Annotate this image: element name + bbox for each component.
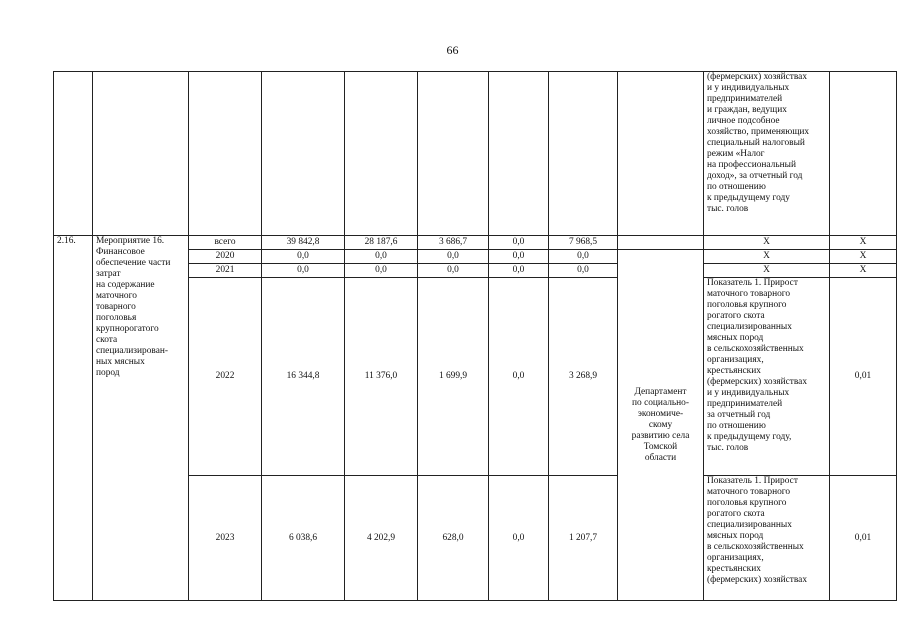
local: 0,0 (489, 236, 549, 250)
cell (830, 72, 897, 236)
period: 2023 (189, 476, 262, 601)
regional: 1 699,9 (418, 278, 489, 476)
row-number: 2.16. (54, 236, 93, 601)
regional: 3 686,7 (418, 236, 489, 250)
cell (549, 72, 618, 236)
cell (618, 72, 704, 236)
regional: 0,0 (418, 250, 489, 264)
indicator-continuation: (фермерских) хозяйствах и у индивидуальных предпринимателей и граждан, ведущих личное подсобное хозяйство, применяющих специальный налоговый режим «Налог на профессиональный доход», за отчетный год по отношению к предыдущему году тыс. голов (704, 72, 830, 236)
indicator-value: Х (830, 250, 897, 264)
federal: 28 187,6 (345, 236, 418, 250)
indicator-value: 0,01 (830, 278, 897, 476)
federal: 0,0 (345, 264, 418, 278)
indicator: Х (704, 250, 830, 264)
program-table (53, 71, 897, 601)
indicator: Показатель 1. Прирост маточного товарного поголовья крупного рогатого скота специализированных мясных пород в сельскохозяйственных организациях, крестьянских (фермерских) хозяйствах (704, 476, 830, 601)
federal: 11 376,0 (345, 278, 418, 476)
total: 39 842,8 (262, 236, 345, 250)
cell (418, 72, 489, 236)
event-name: Мероприятие 16. Финансовое обеспечение части затрат на содержание маточного товарного поголовья крупнорогатого скота специализирован- ных мясных пород (93, 236, 189, 601)
local: 0,0 (489, 278, 549, 476)
period: 2020 (189, 250, 262, 264)
continuation-row (54, 72, 897, 236)
executor-empty (618, 236, 704, 250)
regional: 0,0 (418, 264, 489, 278)
cell (489, 72, 549, 236)
executor: Департамент по социально- экономиче- скому развитию села Томской области (618, 250, 704, 601)
extra: 7 968,5 (549, 236, 618, 250)
period: 2021 (189, 264, 262, 278)
federal: 0,0 (345, 250, 418, 264)
total: 6 038,6 (262, 476, 345, 601)
extra: 0,0 (549, 264, 618, 278)
cell (345, 72, 418, 236)
period: всего (189, 236, 262, 250)
table-row (54, 236, 897, 250)
regional: 628,0 (418, 476, 489, 601)
total: 16 344,8 (262, 278, 345, 476)
local: 0,0 (489, 476, 549, 601)
indicator-value: Х (830, 264, 897, 278)
cell (262, 72, 345, 236)
total: 0,0 (262, 264, 345, 278)
indicator: Показатель 1. Прирост маточного товарного поголовья крупного рогатого скота специализированных мясных пород в сельскохозяйственных организациях, крестьянских (фермерских) хозяйствах и у индивидуальных предпринимателей за отчетный год по отношению к предыдущему году, тыс. голов (704, 278, 830, 476)
page-number: 66 (446, 43, 459, 57)
indicator: Х (704, 264, 830, 278)
cell (54, 72, 93, 236)
total: 0,0 (262, 250, 345, 264)
indicator-value: Х (830, 236, 897, 250)
local: 0,0 (489, 264, 549, 278)
federal: 4 202,9 (345, 476, 418, 601)
indicator: Х (704, 236, 830, 250)
extra: 1 207,7 (549, 476, 618, 601)
indicator-value: 0,01 (830, 476, 897, 601)
period: 2022 (189, 278, 262, 476)
extra: 3 268,9 (549, 278, 618, 476)
local: 0,0 (489, 250, 549, 264)
cell (93, 72, 189, 236)
extra: 0,0 (549, 250, 618, 264)
cell (189, 72, 262, 236)
